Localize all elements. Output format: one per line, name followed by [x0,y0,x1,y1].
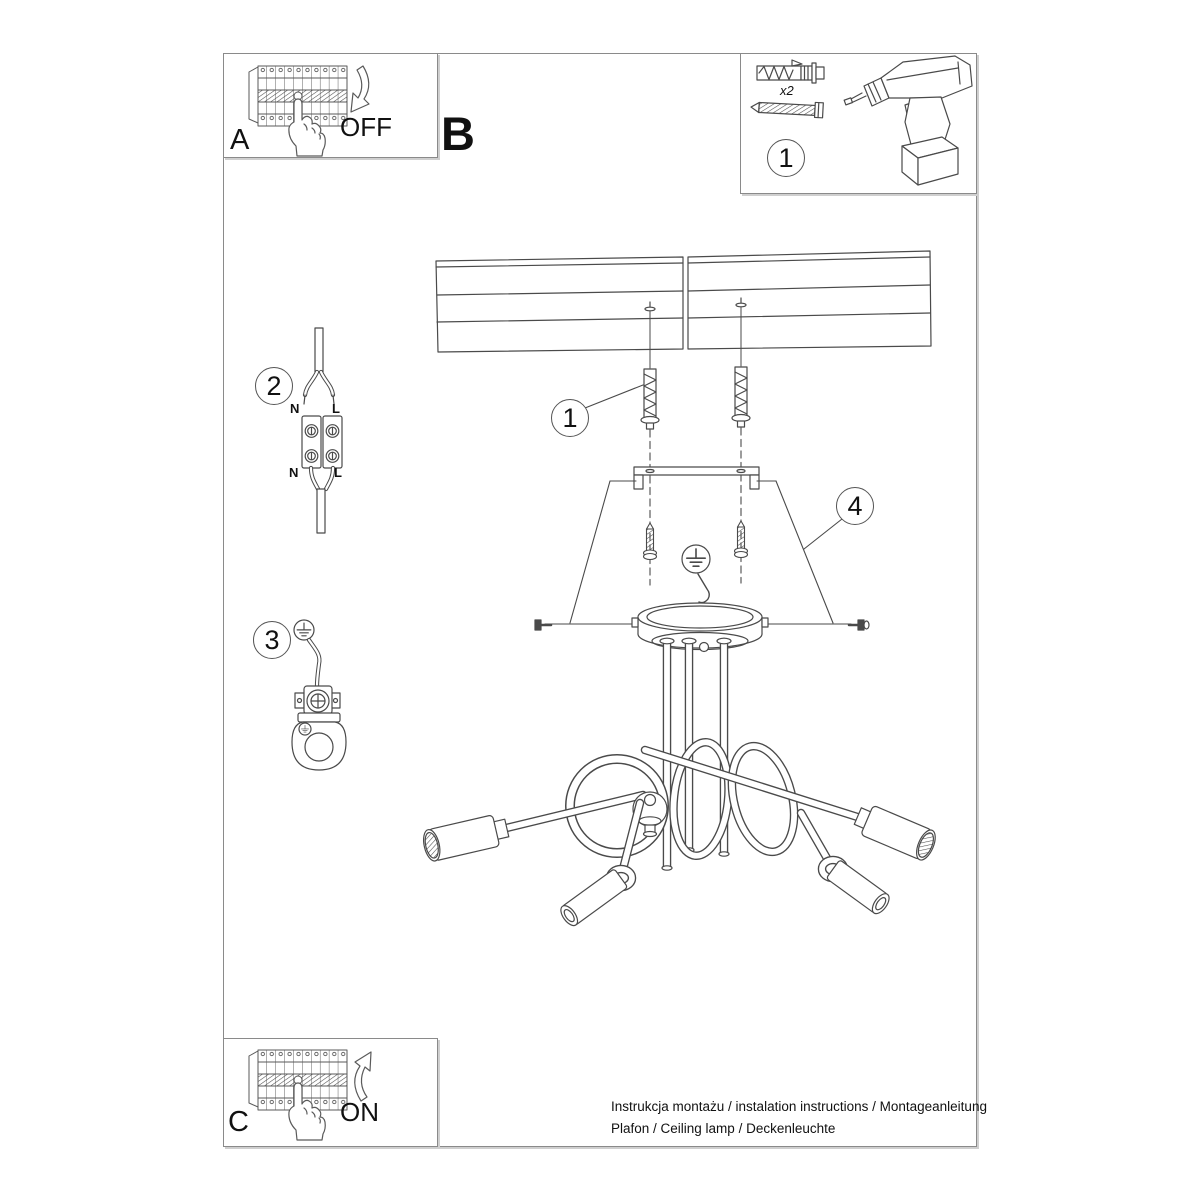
panel-c-label: C [228,1106,249,1138]
ground-symbol-icon [682,545,710,603]
mounting-bracket-icon [634,467,759,489]
panel-a-label: A [230,124,250,156]
terminal-label-l-bottom: L [334,465,342,480]
footer-product-line: Plafon / Ceiling lamp / Deckenleuchte [611,1121,836,1136]
canopy-icon [632,603,768,650]
panel-a-action-label: OFF [340,112,392,142]
anchor-callout: 1 [551,399,589,437]
section-letter-b: B [441,107,475,160]
terminal-label-l-top: L [332,401,340,416]
terminal-label-n-top: N [290,401,300,416]
canopy-callout: 4 [836,487,874,525]
terminal-block-icon [302,328,342,533]
lamp-icon [421,638,939,928]
screw-icon [751,99,824,118]
bulb-socket-icon [421,812,511,862]
bulb-socket-icon [852,801,940,862]
kit-quantity-label: x2 [780,83,794,98]
arrow-down-icon [351,66,369,112]
footer-instructions-line: Instrukcja montażu / instalation instructions / Montageanleitung [611,1099,987,1114]
ceiling-icon [436,251,931,352]
ground-clamp-icon [292,620,346,770]
terminal-label-n-bottom: N [289,465,299,480]
step3-callout: 3 [253,621,291,659]
callout-4-leader [804,519,842,549]
bulb-socket-icon [826,860,892,917]
kit-callout-1: 1 [767,139,805,177]
wall-plug-icon [757,60,824,83]
step2-callout: 2 [255,367,293,405]
drill-icon [844,56,972,185]
bulb-socket-icon [558,869,628,929]
arrow-up-icon [355,1052,371,1101]
panel-c-action-label: ON [340,1097,379,1127]
callout-1-leader [585,385,643,408]
